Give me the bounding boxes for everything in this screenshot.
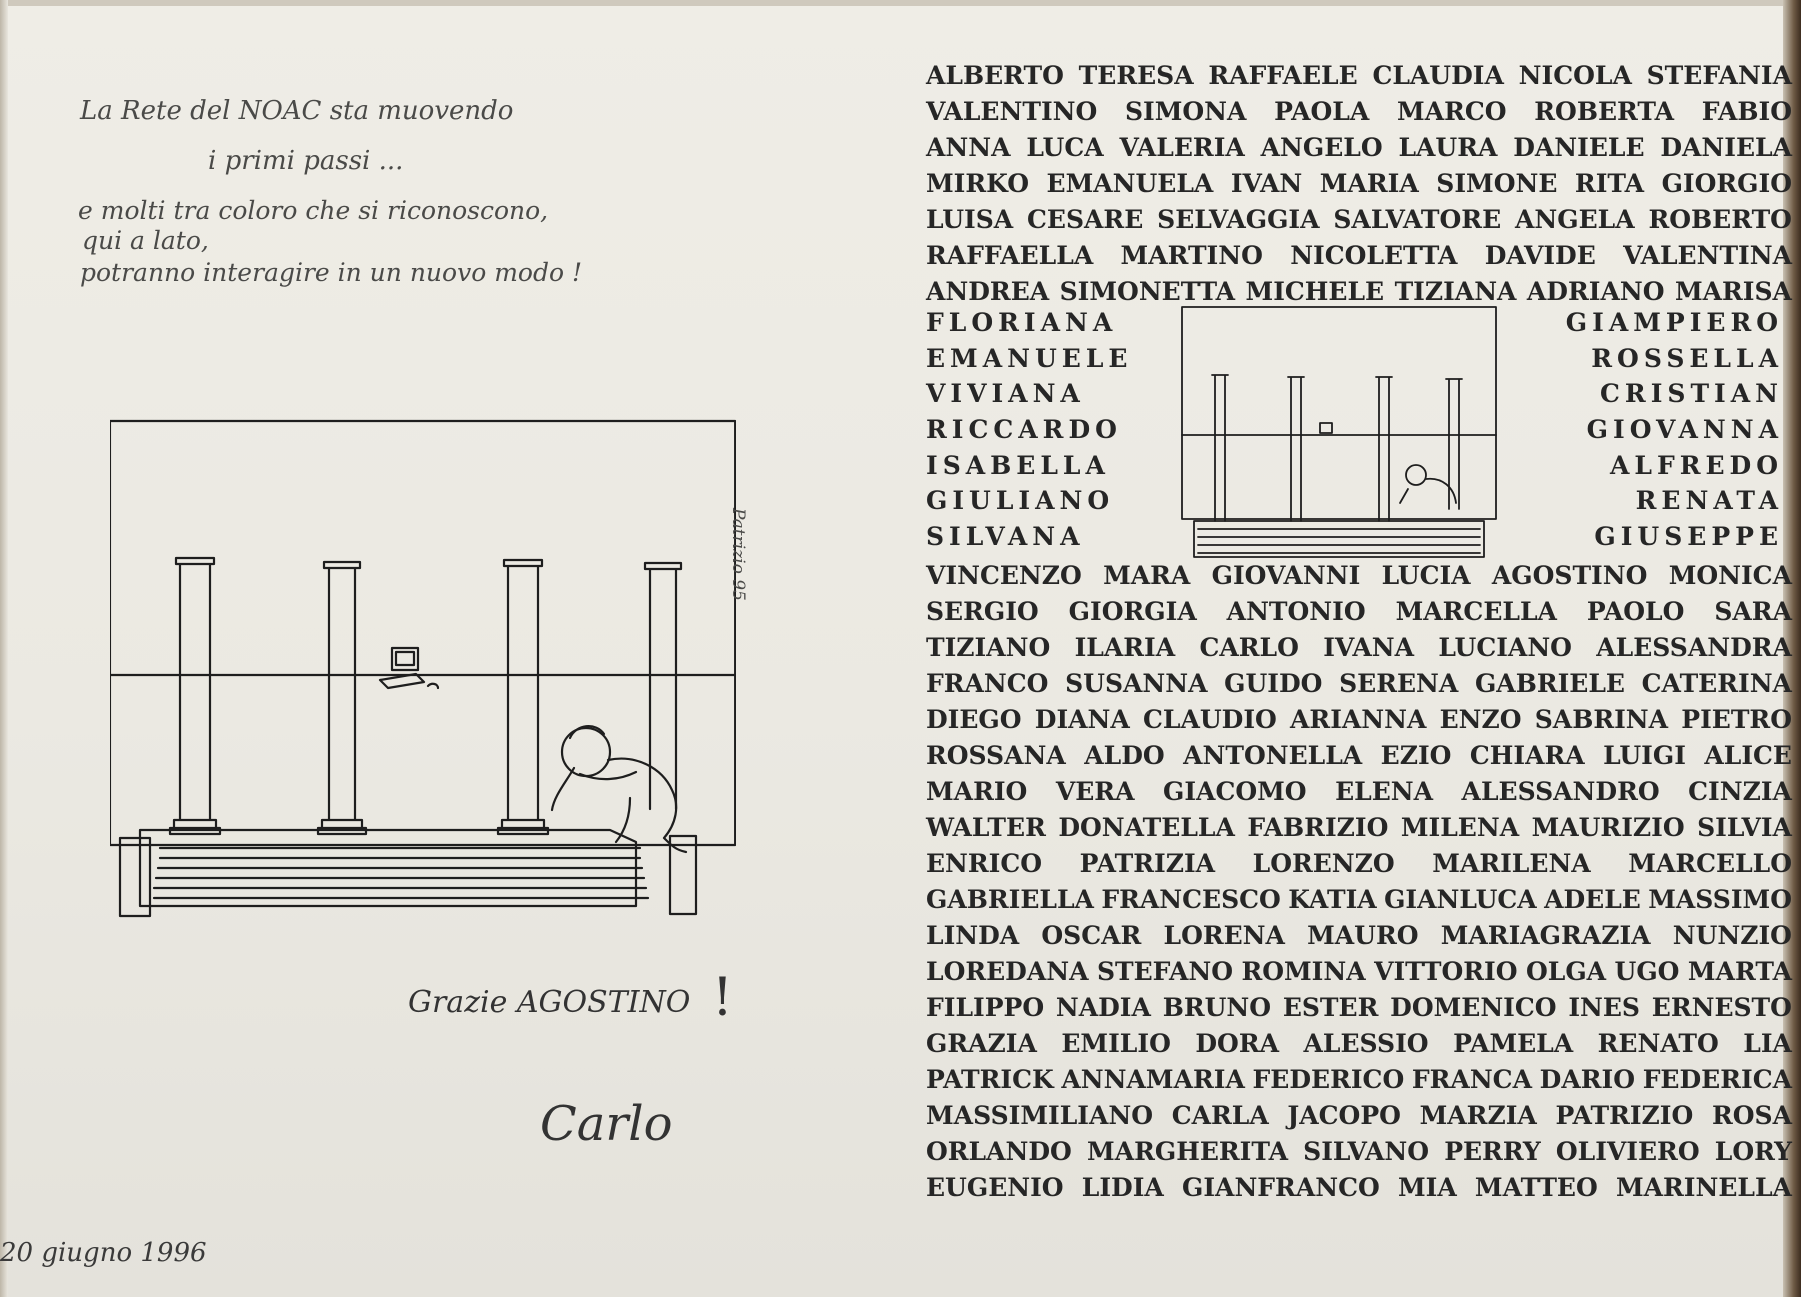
name-entry: FILIPPO: [926, 993, 1045, 1022]
name-entry: ARIANNA: [1290, 705, 1427, 734]
name-entry: FEDERICO: [1252, 1065, 1405, 1094]
names-row: [926, 882, 1792, 918]
name-entry: CLAUDIA: [1372, 61, 1504, 90]
names-row: [926, 738, 1792, 774]
name-entry: IVANA: [1323, 633, 1414, 662]
name-entry: PAMELA: [1453, 1029, 1574, 1058]
name-entry: MARGHERITA: [1087, 1137, 1288, 1166]
name-entry: ROBERTA: [1534, 97, 1674, 126]
name-entry: SERGIO: [926, 597, 1039, 626]
name-entry: SILVIA: [1697, 813, 1792, 842]
name-entry: MICHELE: [1245, 277, 1385, 306]
name-entry: FABIO: [1701, 97, 1792, 126]
name-entry: ROSA: [1711, 1101, 1792, 1130]
name-entry: PAOLO: [1586, 597, 1685, 626]
name-entry: ADRIANO: [1526, 277, 1665, 306]
computer-icon: [380, 648, 438, 688]
column-1: [170, 558, 220, 834]
name-entry: PERRY: [1444, 1137, 1541, 1166]
name-entry: ANGELO: [1260, 133, 1383, 162]
name-entry: FLORIANA: [926, 308, 1118, 337]
name-entry: SERENA: [1339, 669, 1459, 698]
name-entry: ALESSANDRA: [1596, 633, 1792, 662]
name-entry: GIANFRANCO: [1182, 1173, 1380, 1202]
name-entry: GIULIANO: [926, 486, 1115, 516]
names-row: [926, 58, 1792, 94]
name-entry: MAURIZIO: [1531, 813, 1685, 842]
names-row: [926, 166, 1792, 202]
name-entry: LUISA: [926, 205, 1014, 234]
name-entry: TERESA: [1078, 61, 1194, 90]
steps: [1194, 521, 1484, 557]
names-row: [926, 94, 1792, 130]
name-entry: ERNESTO: [1651, 993, 1792, 1022]
name-entry: ORLANDO: [926, 1137, 1072, 1166]
name-entry: SILVANA: [926, 522, 1085, 552]
name-entry: ESTER: [1282, 993, 1379, 1022]
name-entry: GIOVANNA: [1586, 415, 1783, 445]
name-entry: ELENA: [1335, 777, 1434, 806]
name-entry: ENZO: [1439, 705, 1522, 734]
name-entry: OLGA: [1525, 957, 1607, 986]
name-entry: VINCENZO: [926, 561, 1082, 590]
name-entry: MATTEO: [1474, 1173, 1598, 1202]
names-column-right: [1566, 305, 1783, 555]
name-entry: LORENA: [1163, 921, 1285, 950]
name-entry: ANTONELLA: [1183, 741, 1363, 770]
name-entry: RITA: [1574, 169, 1645, 198]
name-entry: MARIO: [926, 777, 1028, 806]
name-entry: EZIO: [1380, 741, 1452, 770]
names-block-top: [926, 58, 1792, 310]
name-entry: SUSANNA: [1065, 669, 1208, 698]
names-row: [926, 666, 1792, 702]
name-entry: LUCIANO: [1438, 633, 1572, 662]
name-entry: ENRICO: [926, 849, 1043, 878]
name-entry: GABRIELE: [1474, 669, 1625, 698]
names-row: [926, 810, 1792, 846]
name-entry: DANIELA: [1660, 133, 1792, 162]
name-entry: LIDIA: [1081, 1173, 1164, 1202]
name-entry: MARTA: [1687, 957, 1792, 986]
name-entry: FABRIZIO: [1247, 813, 1389, 842]
name-entry: ANDREA: [926, 277, 1050, 306]
name-entry: CHIARA: [1469, 741, 1585, 770]
names-row: [926, 918, 1792, 954]
handwritten-note-line: i primi passi ...: [208, 146, 404, 176]
name-entry: ANGELA: [1515, 205, 1635, 234]
name-entry: LUCIA: [1381, 561, 1471, 590]
name-entry: MARCELLO: [1628, 849, 1792, 878]
name-entry: CARLA: [1171, 1101, 1269, 1130]
name-entry: VALENTINO: [926, 97, 1098, 126]
name-entry: CESARE: [1027, 205, 1144, 234]
computer-icon: [1320, 423, 1332, 433]
name-entry: ADELE: [1544, 885, 1641, 914]
name-entry: VALERIA: [1119, 133, 1245, 162]
name-entry: GIORGIO: [1661, 169, 1792, 198]
name-entry: GIORGIA: [1068, 597, 1197, 626]
name-entry: MARILENA: [1432, 849, 1591, 878]
name-entry: MILENA: [1400, 813, 1520, 842]
name-entry: PIETRO: [1681, 705, 1792, 734]
name-entry: VERA: [1055, 777, 1135, 806]
column-2: [318, 562, 366, 834]
name-entry: SABRINA: [1534, 705, 1669, 734]
names-row: [926, 1170, 1792, 1206]
column-4: [645, 563, 681, 809]
name-entry: ROSSELLA: [1591, 343, 1783, 373]
frame-edge-top: [0, 0, 1801, 6]
name-entry: MARIA: [1319, 169, 1419, 198]
name-entry: CINZIA: [1688, 777, 1792, 806]
name-entry: VIVIANA: [926, 379, 1085, 409]
handwritten-note-line: e molti tra coloro che si riconoscono,: [78, 196, 549, 225]
name-entry: CRISTIAN: [1600, 379, 1783, 409]
names-row: [926, 1026, 1792, 1062]
name-entry: SILVANO: [1303, 1137, 1430, 1166]
name-entry: PAOLA: [1274, 97, 1370, 126]
name-entry: LUIGI: [1603, 741, 1686, 770]
names-block-bottom: [926, 558, 1792, 1206]
name-entry: ROSSANA: [926, 741, 1066, 770]
name-entry: LIA: [1743, 1029, 1792, 1058]
signature: Carlo: [540, 1096, 673, 1152]
name-entry: LOREDANA: [926, 957, 1089, 986]
name-entry: GIUSEPPE: [1594, 522, 1783, 552]
name-entry: DONATELLA: [1058, 813, 1235, 842]
name-entry: EMILIO: [1061, 1029, 1171, 1058]
temple-drawing-small: [1180, 305, 1500, 565]
name-entry: STEFANIA: [1646, 61, 1792, 90]
name-entry: FRANCO: [926, 669, 1049, 698]
handwritten-note-line: potranno interagire in un nuovo modo !: [80, 258, 583, 287]
names-row: [926, 594, 1792, 630]
name-entry: TIZIANO: [926, 633, 1051, 662]
name-entry: LINDA: [926, 921, 1020, 950]
crawling-child: [1406, 465, 1426, 485]
names-row: [926, 202, 1792, 238]
name-entry: NICOLETTA: [1290, 241, 1458, 270]
column-3: [498, 560, 548, 834]
name-entry: ANNAMARIA: [1061, 1065, 1245, 1094]
date-note: 20 giugno 1996: [0, 1238, 207, 1268]
names-row: [926, 238, 1792, 274]
name-entry: DOMENICO: [1390, 993, 1557, 1022]
name-entry: LORY: [1714, 1137, 1792, 1166]
names-row: [926, 1134, 1792, 1170]
name-entry: EMANUELE: [926, 343, 1133, 373]
name-entry: MIRKO: [926, 169, 1029, 198]
name-entry: ALICE: [1704, 741, 1792, 770]
name-entry: MARINELLA: [1615, 1173, 1792, 1202]
name-entry: LUCA: [1026, 133, 1104, 162]
name-entry: ISABELLA: [926, 450, 1110, 480]
name-entry: ANNA: [926, 133, 1011, 162]
name-entry: MIA: [1397, 1173, 1457, 1202]
name-entry: MARISA: [1674, 277, 1792, 306]
name-entry: GIACOMO: [1163, 777, 1307, 806]
name-entry: BRUNO: [1162, 993, 1272, 1022]
name-entry: GIAMPIERO: [1565, 308, 1783, 337]
name-entry: SALVATORE: [1333, 205, 1502, 234]
name-entry: ALDO: [1084, 741, 1165, 770]
name-entry: MARZIA: [1419, 1101, 1537, 1130]
names-row: [926, 130, 1792, 166]
name-entry: FEDERICA: [1642, 1065, 1792, 1094]
name-entry: GUIDO: [1224, 669, 1323, 698]
name-entry: CARLO: [1199, 633, 1299, 662]
name-entry: ALFREDO: [1609, 450, 1783, 480]
name-entry: EMANUELA: [1046, 169, 1214, 198]
name-entry: NADIA: [1055, 993, 1151, 1022]
columns: [1212, 375, 1462, 521]
name-entry: MARA: [1103, 561, 1191, 590]
name-entry: CATERINA: [1641, 669, 1792, 698]
name-entry: STEFANO: [1096, 957, 1233, 986]
name-entry: PATRIZIO: [1555, 1101, 1694, 1130]
name-entry: INES: [1568, 993, 1640, 1022]
name-entry: PATRICK: [926, 1065, 1054, 1094]
name-entry: CLAUDIO: [1143, 705, 1277, 734]
name-entry: KATIA: [1288, 885, 1377, 914]
name-entry: SIMONE: [1436, 169, 1558, 198]
name-entry: RAFFAELLA: [926, 241, 1094, 270]
name-entry: MASSIMO: [1648, 885, 1792, 914]
handwritten-note-line: qui a lato,: [82, 226, 209, 255]
name-entry: NICOLA: [1518, 61, 1632, 90]
names-row: [926, 1062, 1792, 1098]
name-entry: MARTINO: [1120, 241, 1263, 270]
name-entry: SIMONETTA: [1059, 277, 1236, 306]
name-entry: ALESSANDRO: [1461, 777, 1660, 806]
name-entry: MONICA: [1668, 561, 1792, 590]
name-entry: GABRIELLA: [926, 885, 1094, 914]
name-entry: MASSIMILIANO: [926, 1101, 1153, 1130]
names-row: [926, 954, 1792, 990]
name-entry: UGO: [1614, 957, 1680, 986]
name-entry: SELVAGGIA: [1157, 205, 1320, 234]
drawing-frame: [110, 421, 735, 845]
name-entry: ROMINA: [1241, 957, 1366, 986]
name-entry: DARIO: [1539, 1065, 1635, 1094]
name-entry: DANIELE: [1513, 133, 1645, 162]
name-entry: LORENZO: [1252, 849, 1395, 878]
name-entry: ANTONIO: [1226, 597, 1366, 626]
name-entry: OLIVIERO: [1555, 1137, 1700, 1166]
name-entry: MARIAGRAZIA: [1440, 921, 1651, 950]
name-entry: PATRIZIA: [1079, 849, 1216, 878]
name-entry: SARA: [1714, 597, 1792, 626]
temple-drawing-large: [110, 418, 736, 938]
handwritten-note-line: La Rete del NOAC sta muovendo: [80, 96, 514, 126]
names-column-left: [926, 305, 1132, 555]
name-entry: OSCAR: [1041, 921, 1142, 950]
name-entry: VITTORIO: [1374, 957, 1518, 986]
name-entry: TIZIANA: [1394, 277, 1517, 306]
steps: [120, 830, 696, 916]
name-entry: RENATO: [1597, 1029, 1719, 1058]
name-entry: DORA: [1195, 1029, 1279, 1058]
name-entry: EUGENIO: [926, 1173, 1064, 1202]
name-entry: MAURO: [1307, 921, 1419, 950]
name-entry: JACOPO: [1287, 1101, 1401, 1130]
name-entry: VALENTINA: [1623, 241, 1792, 270]
names-row: [926, 846, 1792, 882]
name-entry: MARCELLA: [1395, 597, 1557, 626]
name-entry: NUNZIO: [1672, 921, 1792, 950]
name-entry: FRANCA: [1411, 1065, 1532, 1094]
name-entry: FRANCESCO: [1101, 885, 1281, 914]
name-entry: GIOVANNI: [1211, 561, 1361, 590]
name-entry: MARCO: [1397, 97, 1507, 126]
name-entry: LAURA: [1398, 133, 1498, 162]
frame-edge-left: [0, 0, 8, 1297]
name-entry: GRAZIA: [926, 1029, 1037, 1058]
name-entry: ALBERTO: [926, 61, 1064, 90]
name-entry: DAVIDE: [1484, 241, 1596, 270]
name-entry: SIMONA: [1124, 97, 1247, 126]
name-entry: RAFFAELE: [1208, 61, 1358, 90]
names-row: [926, 702, 1792, 738]
name-entry: ROBERTO: [1648, 205, 1792, 234]
name-entry: DIANA: [1034, 705, 1130, 734]
name-entry: IVAN: [1230, 169, 1303, 198]
name-entry: WALTER: [926, 813, 1046, 842]
artist-signature: Patrizio 95: [728, 508, 748, 601]
name-entry: AGOSTINO: [1491, 561, 1648, 590]
name-entry: GIANLUCA: [1384, 885, 1537, 914]
name-entry: RICCARDO: [926, 415, 1122, 445]
name-entry: DIEGO: [926, 705, 1022, 734]
names-row: [926, 630, 1792, 666]
names-row: [926, 774, 1792, 810]
name-entry: ALESSIO: [1303, 1029, 1429, 1058]
exclamation-mark: !: [712, 968, 733, 1028]
name-entry: RENATA: [1635, 486, 1783, 516]
names-row: [926, 990, 1792, 1026]
thanks-note: Grazie AGOSTINO: [408, 985, 691, 1020]
names-row: [926, 558, 1792, 594]
names-row: [926, 1098, 1792, 1134]
name-entry: ILARIA: [1074, 633, 1176, 662]
